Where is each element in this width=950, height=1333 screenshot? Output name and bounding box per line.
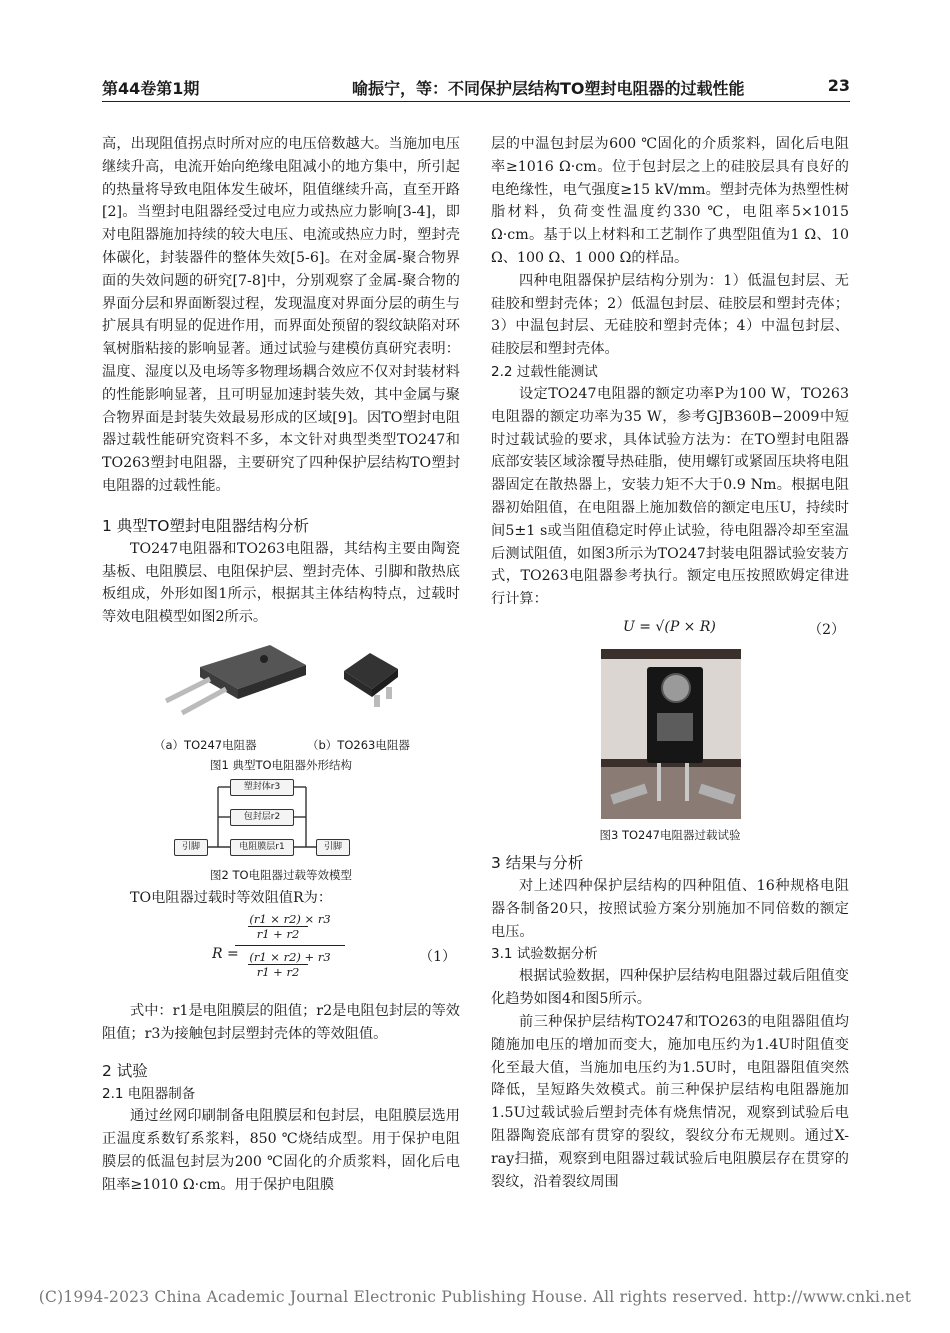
fig2-pin-left-box: 引脚 — [174, 839, 208, 856]
fig1-sub-a: （a）TO247电阻器 — [154, 737, 257, 752]
to263-resistor-image — [334, 645, 404, 715]
section21-heading: 2.1 电阻器制备 — [102, 1086, 196, 1103]
fig1-caption: 图1 典型TO电阻器外形结构 — [209, 757, 353, 772]
equation-2 — [491, 615, 849, 643]
figure-3-photo — [601, 649, 741, 819]
fig2-pin-right-box: 引脚 — [316, 839, 350, 856]
section31-paragraph2: 前三种保护层结构TO247和TO263的电阻器阻值均随施加电压的增加而变大，施加电压约为1.4U时阻值变化至最大值，当施加电压约为1.5U时，电阻器阻值突然降低，呈短路失效模式。前三种保护层结构电阻器施加1.5U过载试验后塑封壳体有烧焦情况，观察到试验后电阻器陶瓷底部有贯穿的裂纹，裂纹分布无规则。通过X-ray扫描，观察到电阻器过载试验后电阻膜层存在贯穿的裂纹，沿着裂纹周围 — [491, 1013, 849, 1190]
eq1-den-top: (r1 × r2) + r3 — [249, 949, 331, 964]
eq1-intro: TO电阻器过载时等效阻值R为： — [130, 889, 333, 906]
equation-1 — [102, 912, 460, 1000]
fig2-encapsulation-box: 包封层r2 — [230, 809, 294, 826]
eq1-fraction — [240, 912, 340, 979]
section21-paragraph: 通过丝网印刷制备电阻膜层和包封层，电阻膜层选用正温度系数钌系浆料，850 ℃烧结成型。用于保护电阻膜层的低温包封层为200 ℃固化的介质浆料，固化后电阻率≥1010 Ω·cm。用于保护电阻膜 — [102, 1108, 460, 1193]
to247-resistor-image — [160, 637, 310, 719]
eq1-lhs: R = — [212, 945, 239, 962]
section1-paragraph: TO247电阻器和TO263电阻器，其结构主要由陶瓷基板、电阻膜层、电阻保护层、塑封壳体、引脚和散热底板组成，外形如图1所示，根据其主体结构特点，过载时等效电阻模型如图2所示。 — [102, 540, 460, 626]
fig1-sub-b: （b）TO263电阻器 — [307, 737, 410, 752]
eq2-text: U = √(P × R) — [623, 618, 716, 635]
structures-paragraph: 四种电阻器保护层结构分别为：1）低温包封层、无硅胶和塑封壳体；2）低温包封层、硅胶层和塑封壳体；3）中温包封层、无硅胶和塑封壳体；4）中温包封层、硅胶层和塑封壳体。 — [491, 272, 849, 358]
figure-2 — [102, 777, 460, 867]
eq1-den-bottom: r1 + r2 — [248, 964, 308, 979]
eq1-num-bottom: r1 + r2 — [248, 926, 308, 941]
cont-paragraph: 层的中温包封层为600 ℃固化的介质浆料，固化后电阻率≥1016 Ω·cm。位于包封层之上的硅胶层具有良好的电绝缘性，电气强度≥15 kV/mm。塑封壳体为热塑性树脂材料，负荷变性温度约330 ℃，电阻率5×1015 Ω·cm。基于以上材料和工艺制作了典型阻值为1 Ω、10 Ω、100 Ω、1 000 Ω的样品。 — [491, 136, 849, 266]
copyright-footer: (C)1994-2023 China Academic Journal Electronic Publishing House. All rights reserved. http://www.cnki.net — [38, 1288, 912, 1306]
running-header — [102, 76, 850, 100]
header-rule — [102, 101, 850, 102]
section3-paragraph: 对上述四种保护层结构的四种阻值、16种规格电阻器各制备20只，按照试验方案分别施加不同倍数的额定电压。 — [491, 877, 849, 940]
right-column — [491, 133, 849, 1193]
section31-paragraph1: 根据试验数据，四种保护层结构电阻器过载后阻值变化趋势如图4和图5所示。 — [491, 968, 849, 1008]
eq1-number: （1） — [419, 948, 456, 965]
section1-heading: 1 典型TO塑封电阻器结构分析 — [102, 516, 309, 535]
eq1-num-top: (r1 × r2) × r3 — [249, 911, 331, 926]
lead-left — [657, 763, 661, 801]
section31-heading: 3.1 试验数据分析 — [491, 946, 598, 963]
fig2-molded-shell-box: 塑封体r3 — [230, 779, 294, 796]
section22-heading: 2.2 过载性能测试 — [491, 363, 598, 380]
eq1-main-bar — [235, 945, 345, 946]
blurred-label — [657, 713, 693, 741]
fig2-caption: 图2 TO电阻器过载等效模型 — [209, 867, 353, 882]
page-number: 23 — [827, 76, 850, 95]
section2-heading: 2 试验 — [102, 1062, 148, 1081]
intro-paragraph: 高，出现阻值拐点时所对应的电压倍数越大。当施加电压继续升高，电流开始向绝缘电阻减小的地方集中，所引起的热量将导致电阻体发生破坏，阻值继续升高，直至开路[2]。当塑封电阻器经受过电应力或热应力影响[3-4]，即对电阻器施加持续的较大电压、电流或热应力时，塑封壳体碳化，封装器件的整体失效[5-6]。在对金属-聚合物界面的失效问题的研究[7-8]中，分别观察了金属-聚合物的界面分层和界面断裂过程，发现温度对界面分层的萌生与扩展具有明显的促进作用，而界面处预留的裂纹缺陷对环氧树脂粘接的影响显著。通过试验与建模仿真研究表明：温度、湿度以及电场等多物理场耦合效应不仅对封装材料的性能影响显著，且可明显加速封装失效，其中金属与聚合物界面是封装失效最易形成的区域[9]。因TO塑封电阻器过载性能研究资料不多，本文针对典型类型TO247和TO263塑封电阻器，主要研究了四种保护层结构TO塑封电阻器的过载性能。 — [102, 136, 460, 494]
eq1-explanation: 式中：r1是电阻膜层的阻值；r2是电阻包封层的等效阻值；r3为接触包封层塑封壳体的等效阻值。 — [102, 1002, 460, 1042]
mounting-screw-icon — [661, 673, 691, 703]
fig3-caption: 图3 TO247电阻器过载试验 — [599, 827, 741, 842]
journal-issue: 第44卷第1期 — [102, 79, 200, 98]
left-column — [102, 133, 460, 1197]
lead-right — [685, 763, 689, 801]
section3-heading: 3 结果与分析 — [491, 853, 584, 872]
running-title: 喻振宁，等：不同保护层结构TO塑封电阻器的过载性能 — [352, 79, 745, 98]
figure-1 — [102, 637, 460, 737]
eq2-number: （2） — [808, 621, 845, 638]
section22-paragraph: 设定TO247电阻器的额定功率P为100 W，TO263电阻器的额定功率为35 W，参考GJB360B−2009中短时过载试验的要求，具体试验方法为：在TO塑封电阻器底部安装区域涂覆导热硅脂，使用螺钉或紧固压块将电阻器固定在散热器上，安装力矩不大于0.9 Nm。根据电阻器初始阻值，在电阻器上施加数倍的额定电压U，持续时间5±1 s或当阻值稳定时停止试验，待电阻器冷却至室温后测试阻值，如图3所示为TO247封装电阻器试验安装方式，TO263电阻器参考执行。额定电压按照欧姆定律进行计算： — [491, 385, 849, 608]
fig2-film-box: 电阻膜层r1 — [230, 839, 294, 856]
